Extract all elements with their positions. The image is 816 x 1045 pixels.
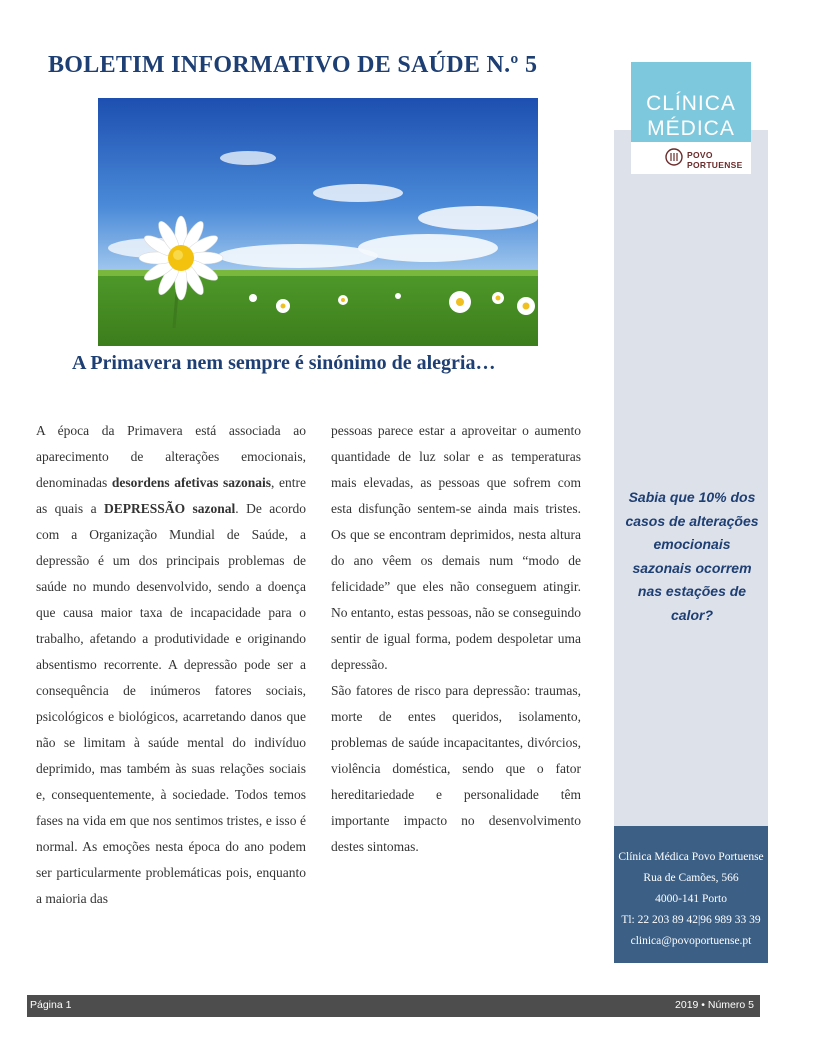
logo-subline-1: POVO xyxy=(687,150,713,160)
column-1-paragraph xyxy=(36,418,306,912)
column-2-paragraph: pessoas parece estar a aproveitar o aumento quantidade de luz solar e as temperaturas mais elevadas, as pessoas que sofrem com esta disfunção sentem-se ainda mais tristes. Os que se encontram deprimidos, nesta altura do ano vêem os demais num “modo de felicidade” que eles não conseguem atingir. No entanto, estas pessoas, não se conseguindo sentir de igual forma, podem despoletar uma depressão. xyxy=(331,423,581,672)
bold-term: desordens afetivas sazonais xyxy=(111,475,272,490)
article-subtitle: A Primavera nem sempre é sinónimo de alegria… xyxy=(72,352,496,374)
clinic-logo xyxy=(631,62,751,174)
contact-street: Rua de Camões, 566 xyxy=(643,872,739,884)
logo-footer xyxy=(631,142,751,174)
article-column-1 xyxy=(36,418,306,912)
logo-subline-2: PORTUENSE xyxy=(687,160,743,170)
daisy-field-photo xyxy=(98,98,538,346)
contact-postal: 4000-141 Porto xyxy=(655,893,727,905)
contact-email[interactable]: clinica@povoportuense.pt xyxy=(630,935,752,947)
page-footer xyxy=(27,995,760,1017)
contact-phone: Tl: 22 203 89 42|96 989 33 39 xyxy=(621,914,761,926)
page-number: Página 1 xyxy=(30,999,72,1011)
contact-box xyxy=(614,826,768,963)
text-span: , entre as quais a xyxy=(36,475,306,516)
text-span: . De acordo com a Organização Mundial de Saúde, a depressão é um dos principais problemas de saúde no mundo desenvolvido, sendo a doença que causa maior taxa de incapacidade para o trabalho, afetando a produtividade e originando absentismo recorrente. A depressão pode ser a consequência de inúmeros fatores sociais, psicológicos e biológicos, acarretando danos que não se limitam à saúde mental do indivíduo deprimido, mas também às suas relações sociais e, consequentemente, à sociedade. Todos temos fases na vida em que nos sentimos tristes, e isso é normal. As emoções nesta época do ano podem ser particularmente problemáticas pois, enquanto a maioria das xyxy=(36,501,306,906)
article-column-2 xyxy=(331,418,581,860)
logo-banner xyxy=(631,62,751,142)
logo-line-2: MÉDICA xyxy=(647,117,735,140)
emblem-icon xyxy=(665,148,683,166)
issue-label: 2019 • Número 5 xyxy=(675,999,754,1011)
sidebar-tip: Sabia que 10% dos casos de alterações emocionais sazonais ocorrem nas estações de calor? xyxy=(625,489,759,623)
contact-name: Clínica Médica Povo Portuense xyxy=(618,851,764,863)
daisy-field-illustration xyxy=(98,98,538,346)
text-span: A época da Primavera está associada ao aparecimento de alterações emocionais, denominadas xyxy=(36,423,306,490)
bold-term: DEPRESSÃO sazonal xyxy=(104,501,236,516)
logo-line-1: CLÍNICA xyxy=(646,92,736,115)
risk-factors-paragraph: São fatores de risco para depressão: traumas, morte de entes queridos, isolamento, problemas de saúde incapacitantes, divórcios, violência doméstica, sendo que o fator hereditariedade e personalidade têm importante impacto no desenvolvimento destes sintomas. xyxy=(331,683,581,854)
newsletter-title: BOLETIM INFORMATIVO DE SAÚDE N.º 5 xyxy=(48,52,538,78)
